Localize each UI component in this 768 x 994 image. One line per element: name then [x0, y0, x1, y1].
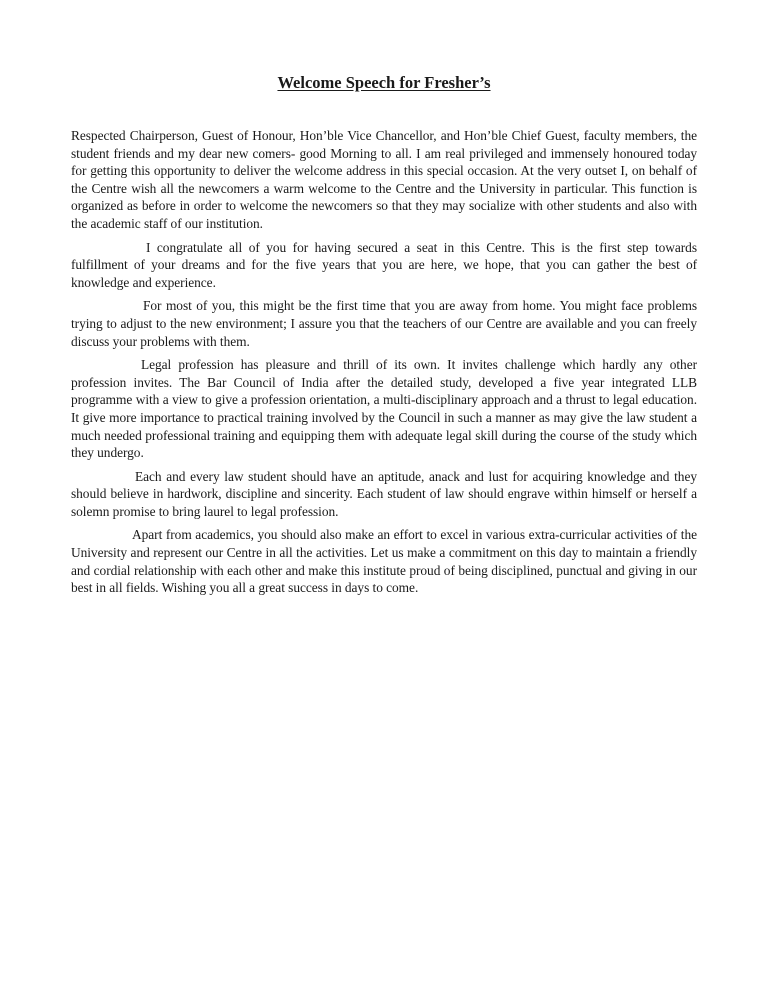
paragraph-away-from-home: For most of you, this might be the first time that you are away from home. You might face problems trying to adjust to the new environment; I assure you that the teachers of our Centre are available and you can freely discuss your problems with them.	[71, 298, 697, 349]
paragraph-greeting: Respected Chairperson, Guest of Honour, Hon’ble Vice Chancellor, and Hon’ble Chief Guest, faculty members, the student friends and my dear new comers- good Morning to all. I am real privileged and immensely honoured today for getting this opportunity to deliver the welcome address in this special occasion. At the very outset I, on behalf of the Centre wish all the newcomers a warm welcome to the Centre and the University in particular. This function is organized as before in order to welcome the newcomers so that they may socialize with other students and also with the academic staff of our institution.	[71, 128, 697, 231]
paragraph-law-student-aptitude: Each and every law student should have an aptitude, anack and lust for acquiring knowledge and they should believe in hardwork, discipline and sincerity. Each student of law should engrave within himself or herself a solemn promise to bring laurel to legal profession.	[71, 468, 697, 519]
document-title: Welcome Speech for Fresher’s	[277, 73, 491, 92]
paragraph-extracurricular: Apart from academics, you should also make an effort to excel in various extra-curricular activities of the University and represent our Centre in all the activities. Let us make a commitment on this day to maintain a friendly and cordial relationship with each other and make this institute proud of being disciplined, punctual and giving in our best in all fields. Wishing you all a great success in days to come.	[71, 527, 697, 596]
paragraph-congratulations: I congratulate all of you for having secured a seat in this Centre. This is the first step towards fulfillment of your dreams and for the five years that you are here, we hope, that you can gather the best of knowledge and experience.	[71, 239, 697, 290]
paragraph-legal-profession: Legal profession has pleasure and thrill of its own. It invites challenge which hardly any other profession invites. The Bar Council of India after the detailed study, developed a five year integrated LLB programme with a view to give a profession orientation, a multi-disciplinary approach and a thrust to legal education. It give more importance to practical training involved by the Council in such a manner as may give the law student a much needed professional training and equipping them with adequate legal skill during the course of the study which they undergo.	[71, 357, 697, 461]
document-body	[71, 127, 697, 603]
